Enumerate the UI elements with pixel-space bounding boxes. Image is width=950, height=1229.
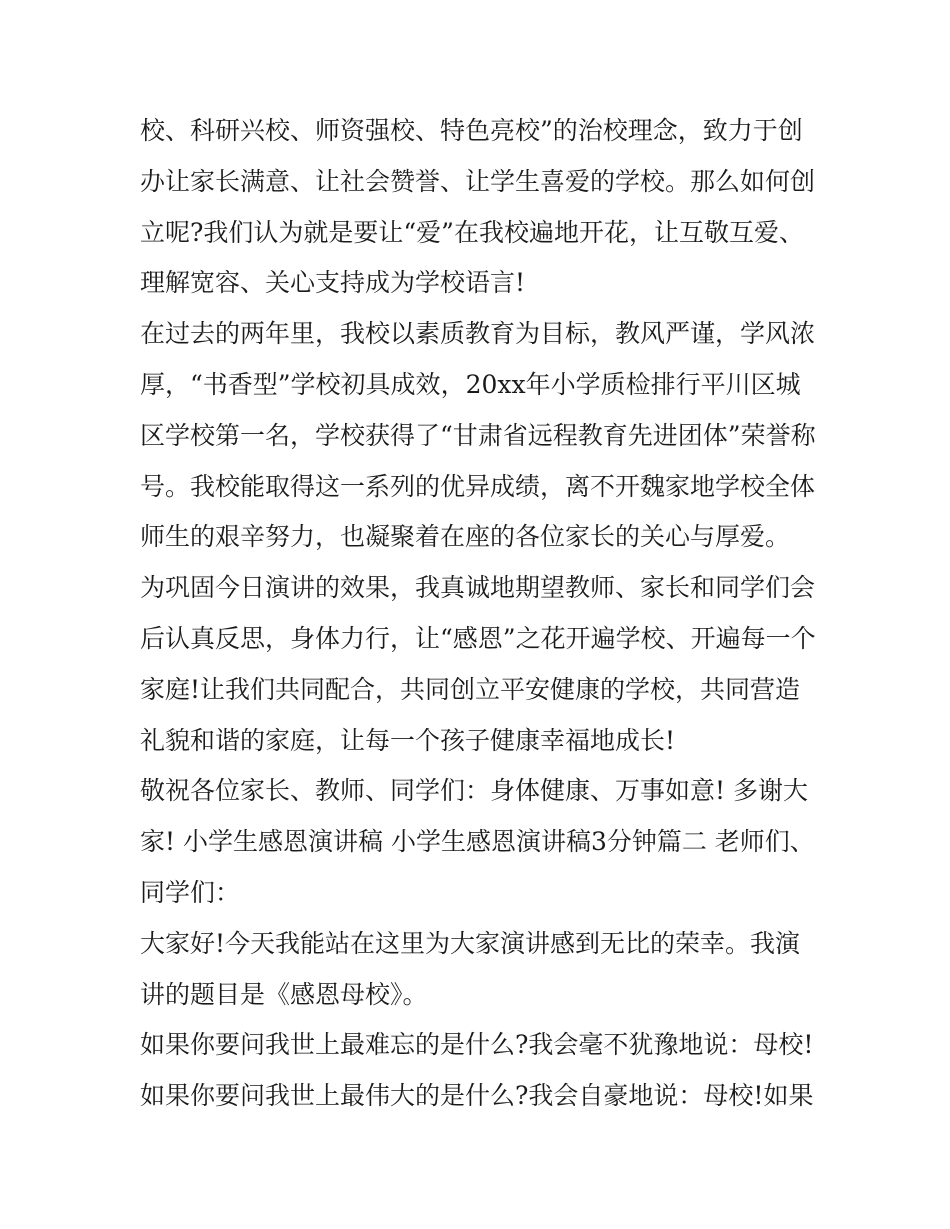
text-line: 后认真反思，身体力行，让“感恩”之花开遍学校、开遍每一个 [140,623,816,653]
text-line: 家庭!让我们共同配合，共同创立平安健康的学校，共同营造 [140,674,801,704]
text-line: 同学们： [140,877,241,907]
text-line: 办让家长满意、让社会赞誉、让学生喜爱的学校。那么如何创 [140,166,816,196]
text-line: 为巩固今日演讲的效果，我真诚地期望教师、家长和同学们会 [140,573,816,603]
text-line: 敬祝各位家长、教师、同学们：身体健康、万事如意! 多谢大 [140,776,808,806]
text-line: 如果你要问我世上最伟大的是什么?我会自豪地说：母校!如果 [140,1081,814,1111]
text-line: 号。我校能取得这一系列的优异成绩，离不开魏家地学校全体 [140,471,816,501]
text-line: 家! 小学生感恩演讲稿 小学生感恩演讲稿3分钟篇二 老师们、 [140,827,815,857]
text-line: 礼貌和谐的家庭，让每一个孩子健康幸福地成长! [140,725,676,755]
body-text [140,106,820,1122]
text-line: 理解宽容、关心支持成为学校语言! [140,268,526,298]
text-line: 师生的艰辛努力，也凝聚着在座的各位家长的关心与厚爱。 [140,522,791,552]
text-line: 校、科研兴校、师资强校、特色亮校”的治校理念，致力于创 [140,116,803,145]
text-line: 在过去的两年里，我校以素质教育为目标，教风严谨，学风浓 [140,319,816,349]
text-line: 讲的题目是《感恩母校》。 [140,979,428,1009]
text-line: 厚，“书香型”学校初具成效，20xx年小学质检排行平川区城 [140,369,801,399]
text-line: 大家好!今天我能站在这里为大家演讲感到无比的荣幸。我演 [140,928,801,958]
text-line: 区学校第一名，学校获得了“甘肃省远程教育先进团体”荣誉称 [140,420,816,450]
text-line: 立呢?我们认为就是要让“爱”在我校遍地开花，让互敬互爱、 [140,217,804,247]
text-line: 如果你要问我世上最难忘的是什么?我会毫不犹豫地说：母校! [140,1030,814,1060]
